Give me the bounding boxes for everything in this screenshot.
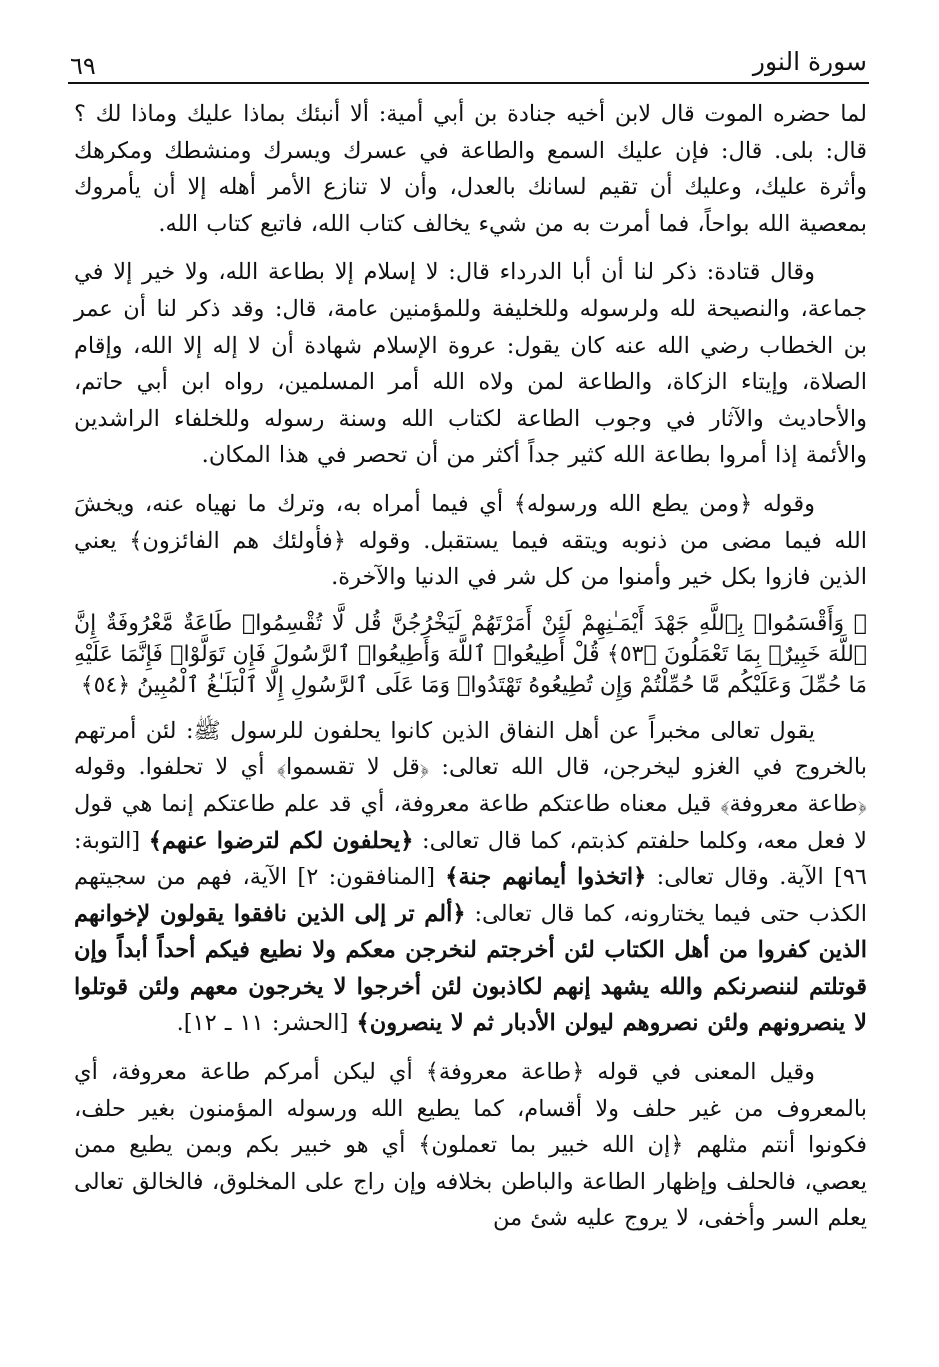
page-header xyxy=(68,44,869,84)
page-number: ٦٩ xyxy=(70,52,96,80)
paragraph-gap xyxy=(74,474,867,486)
paragraph-5: وقيل المعنى في قوله ﴿طاعة معروفة﴾ أي ليكن أمركم طاعة معروفة، أي بالمعروف من غير حلف ولا أقسام، كما يطيع الله ورسوله المؤمنون بغير حلف، فكونوا أنتم مثلهم ﴿إن الله خبير بما تعملون﴾ أي هو خبير بكم وبمن يطيع ممن يعصي، فالحلف وإظهار الطاعة والباطن بخلافه وإن راج على المخلوق، فالخالق تعالى يعلم السر وأخفى، لا يروج عليه شئ من xyxy=(74,1059,867,1232)
paragraph-gap xyxy=(74,701,867,713)
quoted-verse: ﴿ألم تر إلى الذين نافقوا يقولون لإخوانهم الذين كفروا من أهل الكتاب لئن أخرجتم لنخرجن معكم ولا نطيع فيكم أحداً أبداً وإن قوتلتم لننصرنكم والله يشهد إنهم لكاذبون لئن أخرجوا لا يخرجون معهم ولئن قوتلوا لا ينصرونهم ولئن نصروهم ليولن الأدبار ثم لا ينصرون﴾ xyxy=(74,900,867,1037)
paragraph-1: لما حضره الموت قال لابن أخيه جنادة بن أبي أمية: ألا أنبئك بماذا عليك وماذا لك ؟ قال: بلى. قال: فإن عليك السمع والطاعة في عسرك ويسرك ومنشطك ومكرهك وأثرة عليك، وعليك أن تقيم لسانك بالعدل، وأن لا تنازع الأمر أهله إلا أن يأمروك بمعصية الله بواحاً، فما أمرت به من شيء يخالف كتاب الله، فاتبع كتاب الله. xyxy=(74,101,867,237)
surah-title: سورة النور xyxy=(752,47,867,76)
paragraph-gap xyxy=(74,1042,867,1054)
paragraph-3: وقوله ﴿ومن يطع الله ورسوله﴾ أي فيما أمراه به، وترك ما نهياه عنه، ويخشَ الله فيما مضى من ذنوبه ويتقه فيما يستقبل. وقوله ﴿فأولئك هم الفائزون﴾ يعني الذين فازوا بكل خير وأمنوا من كل شر في الدنيا والآخرة. xyxy=(74,490,867,591)
commentary-text: [التوبة: ٩٦] الآية. وقال تعالى: xyxy=(74,827,867,891)
paragraph-gap xyxy=(74,242,867,254)
quoted-verse: ﴿يحلفون لكم لترضوا عنهم﴾ xyxy=(148,827,414,854)
commentary-text: يقول تعالى مخبراً عن أهل النفاق الذين كانوا يحلفون للرسول ﷺ: لئن أمرتهم بالخروج في الغزو ليخرجن، قال الله تعالى: ﴿قل لا تقسموا﴾ أي لا تحلفوا. وقوله ﴿طاعة معروفة﴾ قيل معناه طاعتكم طاعة معروفة، أي قد علم طاعتكم إنما هي قول لا فعل معه، وكلما حلفتم كذبتم، كما قال تعالى: xyxy=(74,717,868,854)
quoted-verse: ﴿اتخذوا أيمانهم جنة﴾ xyxy=(445,864,647,891)
paragraph-2: وقال قتادة: ذكر لنا أن أبا الدرداء قال: لا إسلام إلا بطاعة الله، ولا خير إلا في جماعة، والنصيحة لله ولرسوله وللخليفة وللمؤمنين عامة، قال: وقد ذكر لنا أن عمر بن الخطاب رضي الله عنه كان يقول: عروة الإسلام شهادة أن لا إله إلا الله، وإقام الصلاة، وإيتاء الزكاة، والطاعة لمن ولاه الله أمر المسلمين، رواه ابن أبي حاتم، والأحاديث والآثار في وجوب الطاعة لكتاب الله وسنة رسوله وللخلفاء الراشدين والأئمة إذا أمروا بطاعة الله كثير جداً أكثر من أن تحصر في هذا المكان. xyxy=(74,259,867,469)
paragraph-4 xyxy=(74,713,867,1042)
commentary-text: [المنافقون: ٢] الآية، فهم من سجيتهم الكذب حتى فيما يختارونه، كما قال تعالى: xyxy=(74,864,867,927)
commentary-text: [الحشر: ١١ ـ ١٢]. xyxy=(176,1010,357,1037)
quran-verse: ﴿ وَأَقْسَمُوا۟ بِٱللَّهِ جَهْدَ أَيْمَـٰنِهِمْ لَئِنْ أَمَرْتَهُمْ لَيَخْرُجُنَّ قُل لَّا تُقْسِمُوا۟ طَاعَةٌ مَّعْرُوفَةٌ إِنَّ ٱللَّهَ خَبِيرٌۢ بِمَا تَعْمَلُونَ ﴿٥٣﴾ قُلْ أَطِيعُوا۟ ٱللَّهَ وَأَطِيعُوا۟ ٱلرَّسُولَ فَإِن تَوَلَّوْا۟ فَإِنَّمَا عَلَيْهِ مَا حُمِّلَ وَعَلَيْكُم مَّا حُمِّلْتُمْ وَإِن تُطِيعُوهُ تَهْتَدُوا۟ وَمَا عَلَى ٱلرَّسُولِ إِلَّا ٱلْبَلَـٰغُ ٱلْمُبِينُ ﴿٥٤﴾ xyxy=(74,610,868,698)
page-content xyxy=(74,96,867,1237)
